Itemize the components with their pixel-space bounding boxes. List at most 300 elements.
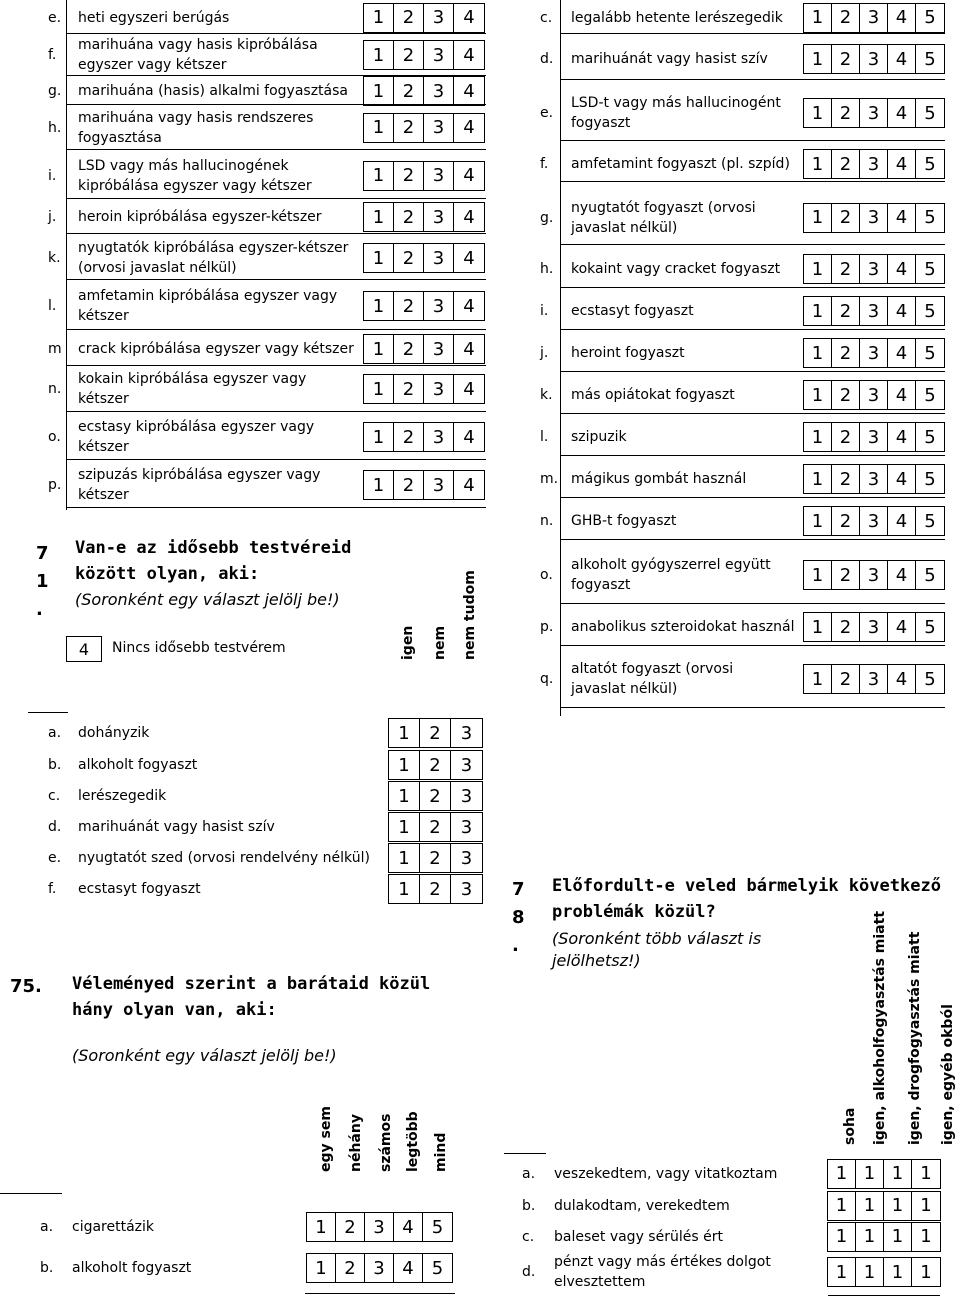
answer-scale — [803, 254, 945, 284]
item-text — [571, 418, 627, 456]
answer-option-4[interactable]: 4 — [463, 117, 475, 138]
answer-option-2[interactable]: 2 — [832, 465, 860, 493]
row-underline — [66, 459, 486, 460]
answer-scale — [827, 1222, 941, 1252]
item-text-line: dulakodtam, verekedtem — [554, 1197, 730, 1214]
answer-scale — [388, 812, 483, 842]
answer-option-2[interactable]: 2 — [336, 1254, 365, 1282]
answer-option-4[interactable]: 4 — [463, 474, 475, 496]
question-title — [75, 535, 351, 587]
item-text — [571, 502, 676, 540]
answer-option-5[interactable]: 5 — [924, 102, 936, 124]
answer-option-2[interactable]: 2 — [420, 719, 451, 747]
answer-option-5[interactable]: 5 — [924, 668, 936, 690]
answer-option-4[interactable]: 4 — [888, 507, 916, 535]
item-text — [554, 1158, 777, 1189]
item-letter: g. — [48, 83, 62, 99]
item-text-line: kétszer — [78, 487, 129, 503]
answer-option-2[interactable]: 1 — [856, 1160, 884, 1188]
answer-option-4[interactable]: 4 — [463, 295, 475, 317]
answer-scale — [803, 664, 945, 694]
question-instruction — [552, 928, 761, 972]
answer-option-2[interactable]: 2 — [832, 99, 860, 127]
answer-option-4[interactable]: 4 — [888, 4, 916, 32]
answer-option-2[interactable]: 2 — [832, 339, 860, 367]
answer-option-1[interactable]: 1 — [804, 423, 832, 451]
answer-option-4[interactable]: 4 — [463, 426, 475, 448]
answer-option-2[interactable]: 1 — [856, 1258, 884, 1286]
answer-option-3[interactable]: 3 — [424, 292, 454, 320]
question-number-part: 7 — [36, 543, 49, 564]
answer-option-1[interactable]: 1 — [389, 782, 420, 810]
answer-option-3[interactable]: 3 — [860, 561, 888, 589]
answer-option-4[interactable]: 4 — [888, 99, 916, 127]
answer-option-3[interactable]: 3 — [860, 204, 888, 232]
answer-option-1[interactable]: 1 — [307, 1254, 336, 1282]
answer-option-2[interactable]: 2 — [420, 782, 451, 810]
answer-option-4[interactable]: 1 — [920, 1195, 932, 1216]
answer-option-4[interactable]: 4 — [463, 7, 475, 28]
q78-row — [522, 1190, 952, 1221]
item-text-line: kokaint vagy cracket fogyaszt — [571, 261, 781, 277]
q78-row — [522, 1158, 952, 1189]
answer-option-2[interactable]: 2 — [336, 1213, 365, 1241]
answer-option-3[interactable]: 3 — [860, 613, 888, 641]
answer-option-3[interactable]: 3 — [860, 297, 888, 325]
answer-option-3[interactable]: 3 — [860, 381, 888, 409]
answer-option-4[interactable]: 4 — [888, 423, 916, 451]
item-text — [78, 200, 322, 234]
item-letter: q. — [540, 671, 554, 687]
item-letter: e. — [540, 105, 554, 121]
column-header: soha — [842, 1107, 858, 1145]
q71-row — [48, 874, 488, 904]
answer-option-3[interactable]: 3 — [860, 4, 888, 32]
answer-option-2[interactable]: 2 — [832, 423, 860, 451]
item-text-line: kipróbálása egyszer vagy kétszer — [78, 177, 312, 194]
answer-option-5[interactable]: 5 — [924, 468, 936, 490]
item-text-line: ecstasy kipróbálása egyszer vagy — [78, 419, 315, 435]
answer-option-1[interactable]: 1 — [364, 203, 394, 231]
item-text-line: kokain kipróbálása egyszer vagy — [78, 371, 307, 387]
answer-option-3[interactable]: 3 — [460, 816, 473, 838]
right-top-row — [540, 146, 950, 182]
answer-option-3[interactable]: 3 — [424, 203, 454, 231]
item-text-block — [554, 1196, 730, 1216]
answer-option-1[interactable]: 1 — [364, 114, 394, 142]
answer-option-3[interactable]: 1 — [884, 1223, 912, 1251]
answer-option-5[interactable]: 5 — [431, 1257, 444, 1279]
answer-option-1[interactable]: 1 — [828, 1223, 856, 1251]
answer-option-4[interactable]: 4 — [888, 255, 916, 283]
answer-option-4[interactable]: 4 — [888, 204, 916, 232]
answer-option-1[interactable]: 1 — [804, 381, 832, 409]
answer-option-3[interactable]: 3 — [424, 4, 454, 32]
question-number-part: . — [512, 935, 519, 956]
answer-option-3[interactable]: 3 — [860, 465, 888, 493]
row-underline — [66, 149, 486, 150]
answer-option-4[interactable]: 4 — [394, 1213, 423, 1241]
answer-option-1[interactable]: 1 — [364, 292, 394, 320]
answer-option-3[interactable]: 3 — [424, 41, 454, 69]
answer-option-3[interactable]: 3 — [424, 471, 454, 499]
column-header: nem tudom — [462, 570, 478, 660]
answer-option-1[interactable]: 1 — [389, 813, 420, 841]
item-text-block — [571, 659, 733, 699]
answer-option-1[interactable]: 1 — [828, 1258, 856, 1286]
item-text-line: altatót fogyaszt (orvosi — [571, 661, 734, 677]
answer-option-1[interactable]: 1 — [804, 613, 832, 641]
item-text-line: lerészegedik — [78, 788, 167, 804]
answer-option-3[interactable]: 3 — [424, 244, 454, 272]
left-top-row — [48, 200, 488, 234]
answer-option-2[interactable]: 2 — [394, 292, 424, 320]
answer-scale — [803, 3, 945, 33]
item-text — [78, 812, 275, 842]
answer-option-4[interactable]: 4 — [888, 561, 916, 589]
answer-option-3[interactable]: 1 — [884, 1258, 912, 1286]
answer-option-3[interactable]: 3 — [365, 1213, 394, 1241]
item-text-line: crack kipróbálása egyszer vagy kétszer — [78, 341, 354, 357]
answer-option-2[interactable]: 2 — [832, 381, 860, 409]
answer-option-4[interactable]: 1 — [920, 1226, 932, 1247]
answer-option-1[interactable]: 1 — [804, 507, 832, 535]
item-text-block — [571, 343, 685, 363]
item-text — [78, 332, 354, 366]
answer-option-1[interactable]: 1 — [804, 45, 832, 73]
right-top-row — [540, 1, 950, 34]
answer-option-1[interactable]: 1 — [804, 665, 832, 693]
answer-option-2[interactable]: 2 — [832, 613, 860, 641]
item-text-block — [554, 1227, 723, 1247]
answer-option-1[interactable]: 1 — [828, 1160, 856, 1188]
answer-option-2[interactable]: 2 — [394, 423, 424, 451]
answer-option-2[interactable]: 2 — [394, 335, 424, 363]
row-underline — [66, 329, 486, 330]
answer-option-1[interactable]: 1 — [389, 875, 420, 903]
item-text-block — [78, 848, 370, 868]
answer-scale — [827, 1257, 941, 1287]
answer-option-3[interactable]: 3 — [860, 665, 888, 693]
answer-option-5[interactable]: 5 — [924, 510, 936, 532]
item-text-line: fogyaszt — [571, 577, 631, 593]
item-letter: j. — [540, 345, 549, 361]
right-top-row — [540, 650, 950, 708]
item-text — [78, 282, 337, 330]
answer-option-3[interactable]: 3 — [860, 150, 888, 178]
answer-option-1[interactable]: 1 — [804, 204, 832, 232]
answer-scale — [388, 781, 483, 811]
column-header: nem — [432, 625, 448, 660]
answer-option-2[interactable]: 2 — [394, 375, 424, 403]
item-text-line: fogyasztása — [78, 129, 162, 146]
item-letter: c. — [48, 788, 61, 804]
answer-option-4[interactable]: 4 — [463, 206, 475, 228]
answer-option-1[interactable]: 1 — [389, 844, 420, 872]
answer-option-3[interactable]: 3 — [860, 339, 888, 367]
answer-option-2[interactable]: 2 — [832, 297, 860, 325]
answer-option-4[interactable]: 4 — [394, 1254, 423, 1282]
item-letter: j. — [48, 209, 57, 225]
item-text-block — [78, 465, 320, 505]
item-text — [571, 250, 780, 288]
left-top-row — [48, 462, 488, 508]
answer-option-1[interactable]: 1 — [804, 150, 832, 178]
answer-option-1[interactable]: 1 — [307, 1213, 336, 1241]
answer-scale — [388, 874, 483, 904]
answer-option-3[interactable]: 3 — [860, 423, 888, 451]
answer-scale — [803, 98, 945, 128]
answer-option-2[interactable]: 2 — [394, 203, 424, 231]
answer-scale — [363, 202, 485, 232]
item-text-line: fogyaszt — [571, 115, 631, 131]
answer-option-4[interactable]: 4 — [888, 339, 916, 367]
item-letter: n. — [48, 381, 62, 397]
item-text — [78, 462, 320, 508]
answer-option-2[interactable]: 2 — [832, 4, 860, 32]
answer-option-2[interactable]: 2 — [420, 875, 451, 903]
row-underline — [560, 79, 945, 80]
item-text — [78, 414, 314, 460]
answer-option-4[interactable]: 4 — [463, 44, 475, 66]
answer-option-4[interactable]: 4 — [888, 45, 916, 73]
answer-option-3[interactable]: 3 — [860, 255, 888, 283]
answer-option-2[interactable]: 2 — [832, 507, 860, 535]
answer-option-3[interactable]: 1 — [884, 1160, 912, 1188]
item-text — [571, 190, 756, 245]
answer-option-2[interactable]: 2 — [832, 561, 860, 589]
item-text-line: más opiátokat fogyaszt — [571, 387, 735, 403]
answer-option-4[interactable]: 4 — [463, 165, 475, 186]
answer-option-4[interactable]: 1 — [920, 1163, 932, 1184]
question-title — [72, 971, 430, 1023]
left-top-row — [48, 236, 488, 280]
item-text-line: heroint fogyaszt — [571, 345, 685, 361]
answer-option-4[interactable]: 4 — [888, 381, 916, 409]
answer-option-5[interactable]: 5 — [924, 616, 936, 638]
answer-option-5[interactable]: 5 — [924, 48, 936, 70]
answer-option-5[interactable]: 5 — [924, 384, 936, 406]
answer-option-1[interactable]: 1 — [364, 162, 394, 190]
answer-option-3[interactable]: 3 — [860, 45, 888, 73]
item-text-block — [554, 1252, 771, 1292]
answer-option-3[interactable]: 3 — [424, 423, 454, 451]
answer-scale — [306, 1212, 453, 1242]
question-title-line: Van-e az idősebb testvéreid — [75, 538, 352, 558]
answer-option-3[interactable]: 3 — [424, 114, 454, 142]
item-text — [554, 1252, 771, 1292]
answer-option-5[interactable]: 5 — [924, 426, 936, 448]
answer-option-2[interactable]: 2 — [420, 813, 451, 841]
answer-scale — [803, 203, 945, 233]
answer-option-1[interactable]: 1 — [389, 751, 420, 779]
answer-option-3[interactable]: 3 — [860, 99, 888, 127]
row-underline — [66, 198, 486, 199]
question-instruction: (Soronként egy választ jelölj be!) — [75, 590, 340, 609]
answer-option-4[interactable]: 4 — [888, 613, 916, 641]
answer-option-1[interactable]: 1 — [364, 77, 394, 105]
answer-option-4[interactable]: 4 — [463, 247, 475, 269]
answer-option-1[interactable]: 1 — [828, 1192, 856, 1220]
answer-option-2[interactable]: 2 — [832, 150, 860, 178]
item-text-line: amfetamin kipróbálása egyszer vagy — [78, 288, 338, 304]
answer-option-1[interactable]: 1 — [364, 423, 394, 451]
column-header: legtöbb — [405, 1111, 421, 1172]
answer-option-1[interactable]: 1 — [364, 4, 394, 32]
answer-option-4[interactable]: 4 — [888, 150, 916, 178]
answer-option-2[interactable]: 2 — [394, 244, 424, 272]
answer-option-1[interactable]: 1 — [804, 297, 832, 325]
answer-scale — [306, 1253, 453, 1283]
answer-option-3[interactable]: 3 — [424, 162, 454, 190]
answer-option-1[interactable]: 1 — [364, 244, 394, 272]
item-text-line: alkoholt gyógyszerrel együtt — [571, 557, 771, 573]
answer-option-1[interactable]: 1 — [804, 339, 832, 367]
answer-option-4[interactable]: 1 — [920, 1261, 932, 1283]
item-text — [571, 376, 735, 414]
section-separator — [504, 1153, 546, 1154]
answer-option-3[interactable]: 3 — [424, 335, 454, 363]
item-text — [72, 1211, 154, 1243]
answer-option-1[interactable]: 1 — [804, 4, 832, 32]
answer-option-1[interactable]: 1 — [804, 99, 832, 127]
answer-option-4[interactable]: 4 — [463, 378, 475, 400]
answer-option-1[interactable]: 1 — [389, 719, 420, 747]
item-text-block — [78, 108, 313, 148]
item-text — [571, 334, 685, 372]
answer-option-2[interactable]: 1 — [856, 1223, 884, 1251]
right-top-row — [540, 190, 950, 245]
item-letter: b. — [48, 757, 62, 773]
answer-option-2[interactable]: 2 — [394, 41, 424, 69]
q75-row — [40, 1252, 460, 1284]
row-underline — [560, 329, 945, 330]
answer-option-2[interactable]: 2 — [394, 471, 424, 499]
answer-option-2[interactable]: 2 — [394, 77, 424, 105]
answer-option-4[interactable]: 4 — [888, 465, 916, 493]
answer-option-1[interactable]: 1 — [364, 41, 394, 69]
item-letter: n. — [540, 513, 554, 529]
right-top-row — [540, 546, 950, 604]
item-text-block — [78, 156, 312, 196]
item-text — [571, 1, 783, 34]
left-top-row — [48, 282, 488, 330]
answer-option-2[interactable]: 1 — [856, 1192, 884, 1220]
answer-option-2[interactable]: 2 — [394, 162, 424, 190]
item-letter: f. — [540, 156, 549, 172]
answer-option-3[interactable]: 3 — [424, 375, 454, 403]
answer-option-3[interactable]: 3 — [460, 847, 473, 869]
answer-option-1[interactable]: 1 — [804, 255, 832, 283]
item-text — [571, 608, 794, 646]
answer-option-5[interactable]: 5 — [924, 342, 936, 364]
item-text-line: nyugtatót fogyaszt (orvosi — [571, 199, 756, 216]
answer-option-3[interactable]: 3 — [365, 1254, 394, 1282]
answer-option-2[interactable]: 2 — [832, 45, 860, 73]
answer-option-2[interactable]: 2 — [832, 204, 860, 232]
answer-option-5[interactable]: 5 — [924, 153, 936, 175]
answer-option-3[interactable]: 3 — [424, 77, 454, 105]
row-underline — [560, 707, 945, 708]
answer-option-1[interactable]: 1 — [364, 471, 394, 499]
item-text-line: ecstasyt fogyaszt — [571, 303, 694, 319]
answer-option-1[interactable]: 1 — [364, 375, 394, 403]
answer-option-4[interactable]: 4 — [888, 665, 916, 693]
answer-option-3[interactable]: 3 — [460, 785, 473, 807]
item-letter: p. — [540, 619, 554, 635]
item-text-line: marihuána (hasis) alkalmi fogyasztása — [78, 83, 348, 99]
answer-option-1[interactable]: 1 — [364, 335, 394, 363]
answer-option-1[interactable]: 1 — [804, 465, 832, 493]
item-letter: l. — [48, 298, 57, 314]
item-text-block — [78, 81, 348, 101]
item-letter: m. — [540, 471, 559, 487]
answer-scale — [827, 1159, 941, 1189]
answer-option-2[interactable]: 2 — [832, 665, 860, 693]
column-header: mind — [433, 1132, 449, 1172]
item-letter: i. — [48, 167, 57, 184]
answer-option-5[interactable]: 5 — [924, 258, 936, 280]
answer-scale — [803, 296, 945, 326]
item-text-line: legalább hetente lerészegedik — [571, 9, 783, 26]
left-top-row — [48, 105, 488, 150]
answer-option-4[interactable]: 4 — [888, 297, 916, 325]
item-text-line: kétszer — [78, 439, 129, 455]
answer-option-3[interactable]: 3 — [460, 754, 473, 776]
answer-option-2[interactable]: 2 — [832, 255, 860, 283]
item-text — [571, 146, 790, 182]
item-text-block — [78, 417, 314, 457]
q75-row — [40, 1211, 460, 1243]
answer-option-3[interactable]: 1 — [884, 1192, 912, 1220]
item-text-line: ecstasyt fogyaszt — [78, 881, 201, 897]
answer-option-3[interactable]: 3 — [460, 878, 473, 900]
answer-option-5[interactable]: 5 — [924, 564, 936, 586]
answer-option-5[interactable]: 5 — [924, 300, 936, 322]
right-top-row — [540, 460, 950, 498]
no-sibling-checkbox[interactable]: 4 — [66, 636, 102, 662]
answer-option-1[interactable]: 1 — [804, 561, 832, 589]
item-letter: d. — [540, 51, 554, 67]
answer-scale — [827, 1191, 941, 1221]
item-text-block — [571, 301, 694, 321]
answer-option-3[interactable]: 3 — [860, 507, 888, 535]
answer-option-2[interactable]: 2 — [394, 4, 424, 32]
item-letter: a. — [48, 725, 62, 741]
item-letter: b. — [40, 1260, 54, 1276]
answer-option-5[interactable]: 5 — [924, 7, 936, 28]
item-text-line: marihuána vagy hasis rendszeres — [78, 109, 314, 126]
answer-option-5[interactable]: 5 — [924, 207, 936, 228]
item-letter: d. — [48, 819, 62, 835]
answer-scale — [363, 374, 485, 404]
item-letter: h. — [540, 261, 554, 277]
item-text-block — [571, 49, 768, 69]
answer-option-2[interactable]: 2 — [420, 844, 451, 872]
answer-scale — [363, 40, 485, 70]
item-text-line: mágikus gombát használ — [571, 471, 747, 487]
answer-option-2[interactable]: 2 — [394, 114, 424, 142]
answer-scale — [803, 44, 945, 74]
answer-option-4[interactable]: 4 — [463, 338, 475, 360]
answer-option-4[interactable]: 4 — [463, 80, 475, 102]
answer-option-3[interactable]: 3 — [460, 722, 473, 744]
question-title-line: között olyan, aki: — [75, 564, 260, 584]
row-underline — [66, 233, 486, 234]
right-top-row — [540, 38, 950, 80]
answer-option-2[interactable]: 2 — [420, 751, 451, 779]
answer-option-5[interactable]: 5 — [431, 1216, 444, 1238]
